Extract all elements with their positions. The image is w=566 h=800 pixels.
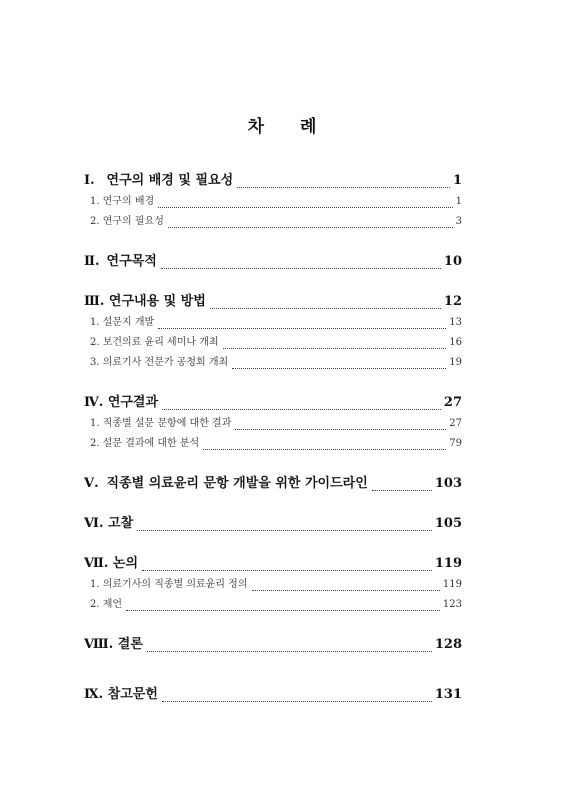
toc-page-number: 16: [449, 337, 462, 348]
toc-chapter-title: 결론: [117, 637, 143, 652]
toc-chapter-title: 직종별 의료윤리 문항 개발을 위한 가이드라인: [106, 476, 368, 491]
toc-chapter-2[interactable]: [84, 251, 462, 273]
table-of-contents: [84, 170, 462, 706]
toc-page-number: 79: [449, 438, 462, 449]
toc-page-number: 123: [442, 599, 462, 610]
toc-chapter-label: [84, 553, 138, 575]
toc-chapter-label: [84, 291, 206, 313]
toc-chapter-title: 연구결과: [107, 395, 159, 410]
toc-section-7-2[interactable]: [84, 595, 462, 615]
toc-page-number: 1: [455, 196, 462, 207]
toc-chapter-6[interactable]: [84, 513, 462, 535]
toc-leader: [232, 368, 446, 369]
toc-page-number: 1: [452, 173, 462, 188]
toc-chapter-label: [84, 251, 157, 273]
toc-chapter-label: [84, 473, 368, 495]
toc-section-title: 3. 의료기사 전문가 공청회 개최: [90, 357, 229, 368]
toc-chapter-title: 연구의 배경 및 필요성: [106, 173, 234, 188]
toc-chapter-number: Ⅳ.: [84, 395, 104, 410]
toc-page-number: 103: [434, 476, 462, 491]
toc-chapter-5[interactable]: [84, 473, 462, 495]
toc-chapter-4[interactable]: [84, 392, 462, 414]
toc-chapter-number: Ⅰ.: [84, 173, 95, 188]
toc-chapter-label: [84, 684, 158, 706]
toc-chapter-8[interactable]: [84, 634, 462, 656]
toc-leader: [142, 570, 432, 571]
toc-section-title: 1. 연구의 배경: [90, 196, 155, 207]
toc-section-title: 2. 제언: [90, 599, 123, 610]
toc-section-title: 1. 의료기사의 직종별 의료윤리 정의: [90, 579, 248, 590]
toc-leader: [210, 308, 441, 309]
toc-leader: [223, 348, 447, 349]
toc-chapter-label: [84, 392, 158, 414]
toc-page-number: 12: [443, 294, 462, 309]
toc-chapter-label: [84, 513, 133, 535]
toc-chapter-title: 참고문헌: [107, 687, 158, 702]
toc-section-3-3[interactable]: [84, 353, 462, 373]
toc-section-3-2[interactable]: [84, 333, 462, 353]
toc-chapter-7[interactable]: [84, 553, 462, 575]
toc-section-4-2[interactable]: [84, 434, 462, 454]
toc-page-number: 10: [443, 254, 462, 269]
toc-chapter-number: Ⅱ.: [84, 254, 100, 269]
toc-leader: [162, 409, 441, 410]
toc-leader: [168, 227, 453, 228]
toc-leader: [252, 590, 440, 591]
toc-section-1-2[interactable]: [84, 212, 462, 232]
toc-leader: [158, 328, 446, 329]
toc-page-number: 119: [434, 556, 462, 571]
toc-leader: [162, 701, 432, 702]
toc-page-number: 27: [443, 395, 462, 410]
toc-page-number: 128: [434, 637, 462, 652]
toc-page-number: 13: [449, 317, 462, 328]
toc-section-title: 1. 설문지 개발: [90, 317, 155, 328]
toc-chapter-title: 논의: [112, 556, 139, 571]
toc-chapter-label: [84, 170, 233, 192]
toc-chapter-1[interactable]: [84, 170, 462, 192]
toc-leader: [235, 429, 446, 430]
toc-section-1-1[interactable]: [84, 192, 462, 212]
toc-chapter-title: 연구내용 및 방법: [108, 294, 206, 309]
toc-section-4-1[interactable]: [84, 414, 462, 434]
toc-leader: [161, 268, 441, 269]
toc-leader: [147, 651, 432, 652]
toc-page-number: 119: [442, 579, 462, 590]
toc-chapter-number: Ⅸ.: [84, 687, 104, 702]
toc-chapter-title: 고찰: [108, 516, 134, 531]
toc-page-number: 3: [455, 216, 462, 227]
toc-section-title: 2. 보건의료 윤리 세미나 개최: [90, 337, 219, 348]
toc-chapter-number: Ⅴ.: [84, 476, 99, 491]
toc-chapter-9[interactable]: [84, 684, 462, 706]
page-title: [0, 112, 566, 137]
title-char-right: 례: [300, 117, 319, 137]
toc-page-number: 27: [449, 418, 462, 429]
toc-section-7-1[interactable]: [84, 575, 462, 595]
toc-page-number: 105: [434, 516, 462, 531]
toc-leader: [158, 207, 452, 208]
toc-page-number: 19: [449, 357, 462, 368]
toc-leader: [203, 449, 446, 450]
toc-leader: [126, 610, 440, 611]
toc-chapter-number: Ⅲ.: [84, 294, 105, 309]
toc-section-title: 2. 연구의 필요성: [90, 216, 164, 227]
toc-page-number: 131: [434, 687, 462, 702]
toc-section-3-1[interactable]: [84, 313, 462, 333]
toc-chapter-label: [84, 634, 143, 656]
toc-chapter-title: 연구목적: [106, 254, 157, 269]
toc-chapter-number: Ⅵ.: [84, 516, 104, 531]
toc-section-title: 1. 직종별 설문 문항에 대한 결과: [90, 418, 232, 429]
toc-leader: [137, 530, 432, 531]
toc-chapter-number: Ⅶ.: [84, 556, 109, 571]
toc-chapter-number: Ⅷ.: [84, 637, 114, 652]
toc-leader: [237, 187, 450, 188]
toc-leader: [372, 490, 432, 491]
toc-chapter-3[interactable]: [84, 291, 462, 313]
title-char-left: 차: [247, 117, 266, 137]
toc-section-title: 2. 설문 결과에 대한 분석: [90, 438, 200, 449]
